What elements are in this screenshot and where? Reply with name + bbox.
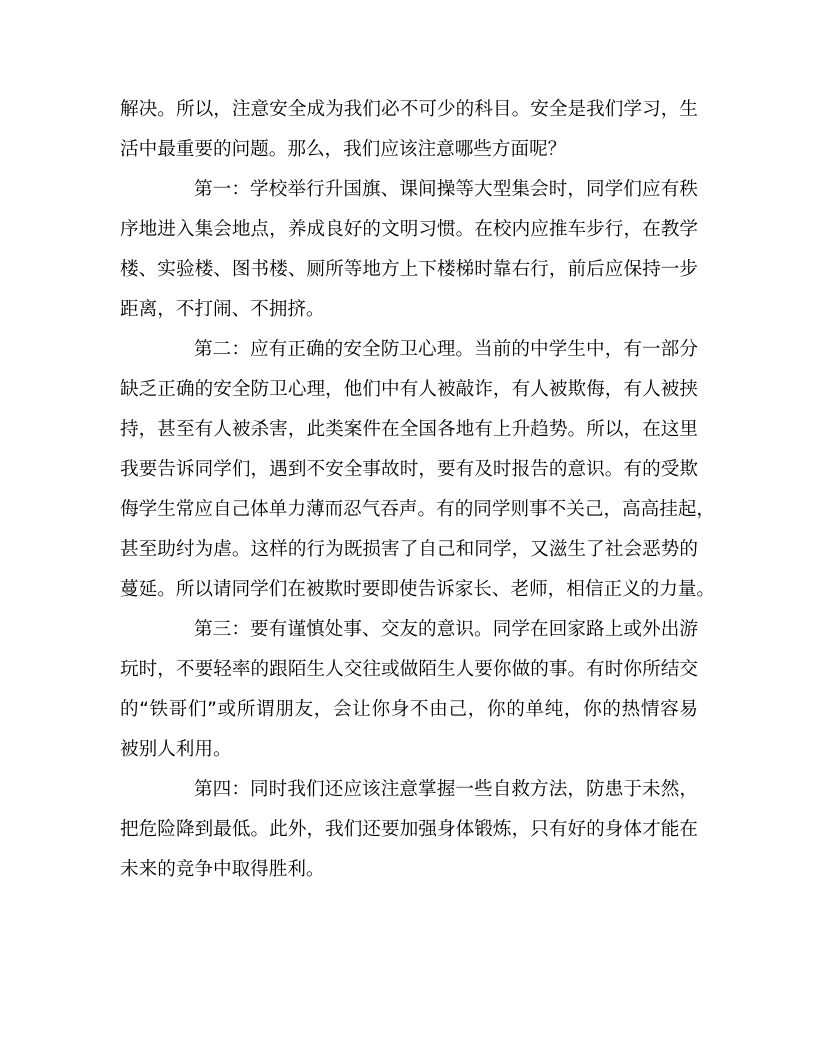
text-line: 活中最重要的问题。那么，我们应该注意哪些方面呢？	[120, 139, 567, 160]
text-line: 距离，不打闹、不拥挤。	[120, 299, 325, 320]
text-line: 第二：应有正确的安全防卫心理。当前的中学生中，有一部分	[194, 339, 698, 360]
text-line: 楼、实验楼、图书楼、厕所等地方上下楼梯时靠右行，前后应保持一步	[120, 259, 698, 280]
text-line: 第四：同时我们还应该注意掌握一些自救方法，防患于未然，	[194, 779, 698, 800]
paragraph-point-three	[120, 620, 698, 760]
paragraph-point-two	[120, 339, 716, 600]
text-line: 蔓延。所以请同学们在被欺时要即使告诉家长、老师，相信正义的力量。	[120, 579, 716, 600]
paragraph-point-one	[120, 180, 698, 320]
text-line: 侮学生常应自己体单力薄而忍气吞声。有的同学则事不关己，高高挂起，	[120, 499, 716, 520]
text-line: 我要告诉同学们，遇到不安全事故时，要有及时报告的意识。有的受欺	[120, 459, 698, 480]
document-body	[120, 99, 716, 900]
text-line: 持，甚至有人被杀害，此类案件在全国各地有上升趋势。所以，在这里	[120, 419, 698, 440]
text-line: 解决。所以，注意安全成为我们必不可少的科目。安全是我们学习，生	[120, 99, 698, 120]
text-line: 第一：学校举行升国旗、课间操等大型集会时，同学们应有秩	[194, 179, 698, 200]
text-line: 缺乏正确的安全防卫心理，他们中有人被敲诈，有人被欺侮，有人被挟	[120, 379, 698, 400]
paragraph-intro-continuation	[120, 100, 698, 160]
text-line: 序地进入集会地点，养成良好的文明习惯。在校内应推车步行，在教学	[120, 219, 698, 240]
text-line: 第三：要有谨慎处事、交友的意识。同学在回家路上或外出游	[194, 619, 698, 640]
text-line: 的“铁哥们”或所谓朋友，会让你身不由己，你的单纯，你的热情容易	[120, 699, 698, 720]
paragraph-point-four	[120, 780, 698, 880]
text-line: 把危险降到最低。此外，我们还要加强身体锻炼，只有好的身体才能在	[120, 819, 698, 840]
text-line: 玩时，不要轻率的跟陌生人交往或做陌生人要你做的事。有时你所结交	[120, 659, 698, 680]
text-line: 甚至助纣为虐。这样的行为既损害了自己和同学，又滋生了社会恶势的	[120, 539, 698, 560]
text-line: 被别人利用。	[120, 739, 232, 760]
text-line: 未来的竞争中取得胜利。	[120, 859, 325, 880]
